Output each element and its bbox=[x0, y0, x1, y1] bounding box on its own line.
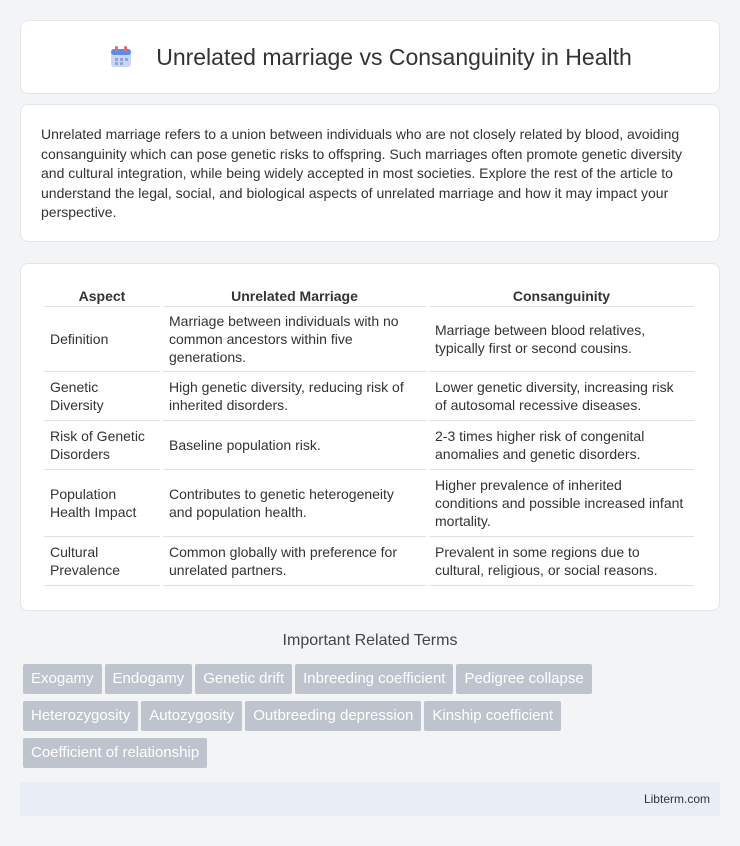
related-term-tag[interactable]: Coefficient of relationship bbox=[23, 738, 207, 768]
page-title: Unrelated marriage vs Consanguinity in Health bbox=[156, 43, 632, 70]
footer bbox=[20, 782, 720, 816]
table-cell: High genetic diversity, reducing risk of inherited disorders. bbox=[163, 372, 426, 421]
table-cell: Definition bbox=[44, 307, 160, 372]
table-row bbox=[44, 537, 694, 586]
table-row bbox=[44, 307, 694, 372]
table-cell: Prevalent in some regions due to cultural, religious, or social reasons. bbox=[429, 537, 694, 586]
footer-brand[interactable]: Libterm.com bbox=[643, 792, 710, 806]
column-header-unrelated: Unrelated Marriage bbox=[163, 284, 426, 307]
related-term-tag[interactable]: Exogamy bbox=[23, 664, 102, 694]
table-cell: Marriage between blood relatives, typically first or second cousins. bbox=[429, 307, 694, 372]
table-cell: Marriage between individuals with no common ancestors within five generations. bbox=[163, 307, 426, 372]
intro-card bbox=[20, 104, 720, 242]
table-cell: Lower genetic diversity, increasing risk of autosomal recessive diseases. bbox=[429, 372, 694, 421]
column-header-aspect: Aspect bbox=[44, 284, 160, 307]
related-term-tag[interactable]: Autozygosity bbox=[141, 701, 242, 731]
related-term-tag[interactable]: Pedigree collapse bbox=[456, 664, 591, 694]
related-terms-list bbox=[23, 664, 723, 775]
related-terms-title: Important Related Terms bbox=[282, 632, 458, 649]
calendar-icon bbox=[108, 44, 134, 70]
table-cell: Common globally with preference for unrelated partners. bbox=[163, 537, 426, 586]
comparison-table bbox=[41, 284, 697, 586]
table-cell: Genetic Diversity bbox=[44, 372, 160, 421]
table-header-row bbox=[44, 284, 694, 307]
table-cell: Risk of Genetic Disorders bbox=[44, 421, 160, 470]
related-term-tag[interactable]: Kinship coefficient bbox=[424, 701, 561, 731]
table-cell: Cultural Prevalence bbox=[44, 537, 160, 586]
intro-paragraph: Unrelated marriage refers to a union between individuals who are not closely related by blood, avoiding consanguinity which can pose genetic risks to offspring. Such marriages often promote genetic diversity and cultural integration, while being widely accepted in most societies. Explore the rest of the article to understand the legal, social, and biological aspects of unrelated marriage and how it may impact your perspective. bbox=[41, 126, 682, 220]
related-term-tag[interactable]: Endogamy bbox=[105, 664, 193, 694]
table-cell: Baseline population risk. bbox=[163, 421, 426, 470]
table-row bbox=[44, 421, 694, 470]
comparison-table-card bbox=[20, 263, 720, 611]
table-cell: 2-3 times higher risk of congenital anomalies and genetic disorders. bbox=[429, 421, 694, 470]
table-cell: Higher prevalence of inherited conditions and possible increased infant mortality. bbox=[429, 470, 694, 537]
header-card bbox=[20, 20, 720, 94]
column-header-consanguinity: Consanguinity bbox=[429, 284, 694, 307]
related-term-tag[interactable]: Genetic drift bbox=[195, 664, 292, 694]
related-term-tag[interactable]: Heterozygosity bbox=[23, 701, 138, 731]
table-cell: Contributes to genetic heterogeneity and population health. bbox=[163, 470, 426, 537]
related-term-tag[interactable]: Inbreeding coefficient bbox=[295, 664, 453, 694]
related-term-tag[interactable]: Outbreeding depression bbox=[245, 701, 421, 731]
table-cell: Population Health Impact bbox=[44, 470, 160, 537]
table-row bbox=[44, 470, 694, 537]
table-row bbox=[44, 372, 694, 421]
